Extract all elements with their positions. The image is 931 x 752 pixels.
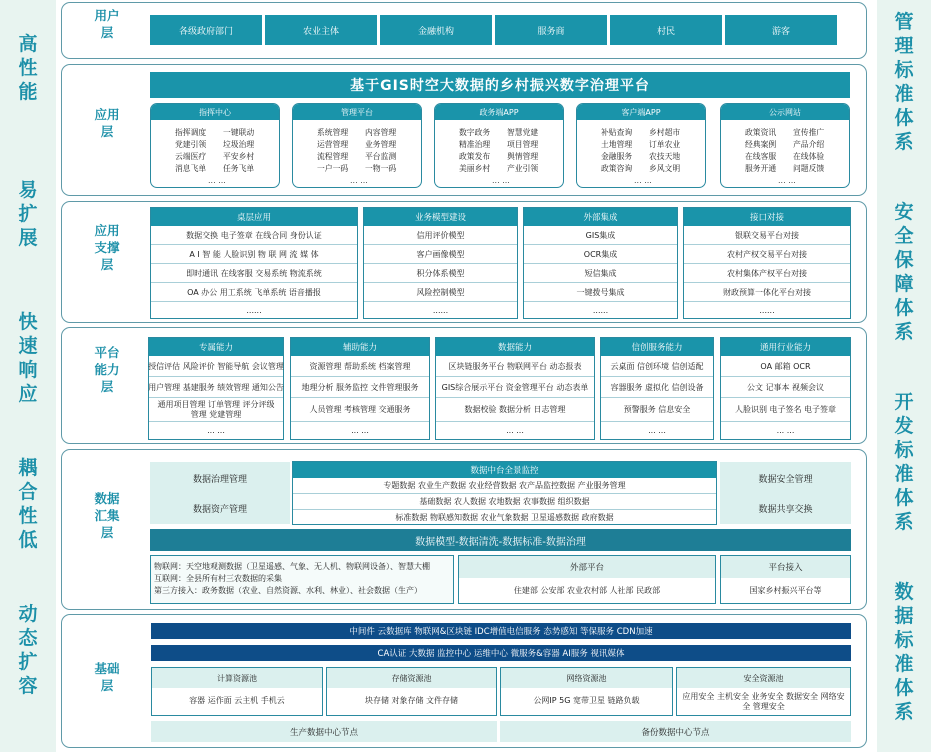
box-title: 数据能力 xyxy=(436,338,594,356)
box-row: 数据校验 数据分析 日志管理 xyxy=(436,398,594,422)
box-row: 农村产权交易平台对接 xyxy=(684,245,850,264)
pool-compute xyxy=(151,667,323,716)
box-row: 信用评价模型 xyxy=(364,226,517,245)
box-row: 通用项目管理 订单管理 评分评级管理 党建管理 xyxy=(149,398,283,422)
box-more: ...... xyxy=(246,305,262,315)
app-card-command xyxy=(150,103,280,188)
user-finance: 金融机构 xyxy=(380,15,492,45)
data-sources xyxy=(150,555,454,604)
box-row: 一键拨号集成 xyxy=(524,283,677,302)
more-ellipsis: ... ... xyxy=(634,176,652,185)
platform-access-title: 平台接入 xyxy=(721,556,850,578)
app-col: 政策资讯 经典案例 在线客服 服务开通 xyxy=(745,128,777,173)
support-external xyxy=(523,207,678,319)
more-ellipsis: ... ... xyxy=(208,176,226,185)
external-platform-body: 住建部 公安部 农业农村部 人社部 民政部 xyxy=(513,586,661,595)
box-more: ...... xyxy=(592,305,609,315)
user-layer-label: 用户层 xyxy=(94,8,120,40)
app-card-title: 政务端APP xyxy=(435,104,563,120)
app-col: 一键联动 垃圾治理 平安乡村 任务飞单 xyxy=(223,128,255,173)
external-platform xyxy=(458,555,716,604)
box-more: ... ... xyxy=(351,426,369,435)
cap-exclusive xyxy=(148,337,284,440)
app-col: 智慧党建 项目管理 舆情管理 产业引领 xyxy=(507,128,539,173)
box-row: 标准数据 物联感知数据 农业气象数据 卫星遥感数据 政府数据 xyxy=(395,513,614,522)
app-card-management xyxy=(292,103,422,188)
data-governance: 数据治理管理 xyxy=(150,462,290,494)
box-row: 资源管理 帮助系统 档案管理 xyxy=(291,356,429,377)
box-row: 财政预算一体化平台对接 xyxy=(684,283,850,302)
more-ellipsis: ... ... xyxy=(492,176,510,185)
cap-auxiliary xyxy=(290,337,430,440)
box-row: 短信集成 xyxy=(524,264,677,283)
box-row: A I 智 能 人脸识别 物 联 网 流 媒 体 xyxy=(151,245,357,264)
box-row: OA 办公 用工系统 飞单系统 语音播报 xyxy=(151,283,357,302)
box-row: OCR集成 xyxy=(524,245,677,264)
data-sharing: 数据共享交换 xyxy=(720,492,851,524)
app-card-title: 客户端APP xyxy=(577,104,705,120)
box-more: ... ... xyxy=(506,426,524,435)
feature-high-performance: 高性能 xyxy=(18,33,38,103)
source-third-party: 第三方接入：政务数据（农业、自然资源、水利、林业）、社会数据（生产） xyxy=(154,586,422,595)
base-layer-label: 基础层 xyxy=(94,661,120,693)
support-api xyxy=(683,207,851,319)
box-title: 专属能力 xyxy=(149,338,283,356)
box-title: 信创服务能力 xyxy=(601,338,713,356)
box-more: ... ... xyxy=(207,426,225,435)
box-row: 授信评估 风险评价 智能导航 会议管理 xyxy=(149,356,283,377)
left-feature-column xyxy=(0,0,56,752)
support-layer-label: 应用支撑层 xyxy=(94,223,120,272)
pool-title: 存储资源池 xyxy=(327,668,496,688)
app-card-public-site xyxy=(720,103,850,188)
app-col: 内容管理 业务管理 平台监测 一物一码 xyxy=(365,128,397,173)
box-row: GIS综合展示平台 资金管理平台 动态表单 xyxy=(436,377,594,398)
box-title: 通用行业能力 xyxy=(721,338,850,356)
standard-security: 安全保障体系 xyxy=(894,201,914,343)
box-more: ...... xyxy=(432,305,449,315)
box-more: ... ... xyxy=(648,426,666,435)
middleware-bar: 中间件 云数据库 物联网&区块链 IDC增值电信服务 态势感知 等保服务 CDN加速 xyxy=(151,623,851,639)
app-col: 系统管理 运营管理 流程管理 一户一码 xyxy=(317,128,349,173)
external-platform-title: 外部平台 xyxy=(459,556,715,578)
box-row: GIS集成 xyxy=(524,226,677,245)
box-row: 区块链服务平台 物联网平台 动态报表 xyxy=(436,356,594,377)
platform-title: 基于GIS时空大数据的乡村振兴数字治理平台 xyxy=(150,72,850,98)
app-card-gov-app xyxy=(434,103,564,188)
standard-management: 管理标准体系 xyxy=(894,11,914,153)
box-row: OA 邮箱 OCR xyxy=(721,356,850,377)
data-layer-label: 数据汇集层 xyxy=(94,491,120,540)
more-ellipsis: ... ... xyxy=(350,176,368,185)
box-row: 公文 记事本 视频会议 xyxy=(721,377,850,398)
pool-title: 安全资源池 xyxy=(677,668,850,688)
user-villager: 村民 xyxy=(610,15,722,45)
platform-layer-label: 平台能力层 xyxy=(94,345,120,394)
user-tourist: 游客 xyxy=(725,15,837,45)
support-desktop-apps xyxy=(150,207,358,319)
box-row: 积分体系模型 xyxy=(364,264,517,283)
box-row: 基础数据 农人数据 农地数据 农事数据 组织数据 xyxy=(293,494,716,510)
box-title: 业务模型建设 xyxy=(364,208,517,226)
data-security: 数据安全管理 xyxy=(720,462,851,494)
box-more: ... ... xyxy=(776,426,795,435)
app-layer-label: 应用层 xyxy=(94,107,120,139)
app-card-title: 管理平台 xyxy=(293,104,421,120)
box-row: 用户管理 基建服务 绩效管理 通知公告 xyxy=(149,377,283,398)
source-internet: 互联网：全县所有村三农数据的采集 xyxy=(154,574,282,583)
box-row: 银联交易平台对接 xyxy=(684,226,850,245)
user-government: 各级政府部门 xyxy=(150,15,262,45)
platform-access-body: 国家乡村振兴平台等 xyxy=(749,586,822,595)
app-card-title: 指挥中心 xyxy=(151,104,279,120)
app-col: 补贴查询 土地管理 金融服务 政策咨询 xyxy=(601,128,633,173)
app-col: 乡村超市 订单农业 农技天地 乡风文明 xyxy=(649,128,681,173)
user-provider: 服务商 xyxy=(495,15,607,45)
feature-fast-response: 快速响应 xyxy=(18,311,38,405)
pool-security xyxy=(676,667,851,716)
pool-body: 公网IP 5G 宽带卫星 链路负载 xyxy=(533,696,640,705)
box-row: 数据交换 电子签章 在线合同 身份认证 xyxy=(151,226,357,245)
ca-services-bar: CA认证 大数据 监控中心 运维中心 微服务&容器 AI服务 视讯媒体 xyxy=(151,645,851,661)
box-row: 即时通讯 在线客服 交易系统 物流系统 xyxy=(151,264,357,283)
prod-datacenter: 生产数据中心节点 xyxy=(151,721,497,742)
box-title: 桌层应用 xyxy=(151,208,357,226)
app-col: 指挥调度 党建引领 云端医疗 消息飞单 xyxy=(175,128,207,173)
box-row: 客户画像模型 xyxy=(364,245,517,264)
pool-body: 应用安全 主机安全 业务安全 数据安全 网络安全 管理安全 xyxy=(682,692,845,711)
box-row: 容器服务 虚拟化 信创设备 xyxy=(601,377,713,398)
data-pipeline: 数据模型-数据清洗-数据标准-数据治理 xyxy=(150,529,851,551)
box-row: 人脸识别 电子签名 电子签章 xyxy=(721,398,850,422)
standard-development: 开发标准体系 xyxy=(894,391,914,533)
box-title: 接口对接 xyxy=(684,208,850,226)
cap-industry xyxy=(720,337,851,440)
box-more: ...... xyxy=(759,305,775,315)
app-card-title: 公示网站 xyxy=(721,104,849,120)
box-row: 农村集体产权平台对接 xyxy=(684,264,850,283)
user-layer xyxy=(61,2,867,59)
cap-xinchuang xyxy=(600,337,714,440)
pool-title: 计算资源池 xyxy=(152,668,322,688)
user-agri-entity: 农业主体 xyxy=(265,15,377,45)
box-title: 外部集成 xyxy=(524,208,677,226)
standard-data: 数据标准体系 xyxy=(894,581,914,723)
pool-storage xyxy=(326,667,497,716)
pool-title: 网络资源池 xyxy=(501,668,672,688)
source-iot: 物联网：天空地观测数据（卫星遥感、气象、无人机、物联网设备）、智慧大棚 xyxy=(154,562,430,571)
backup-datacenter: 备份数据中心节点 xyxy=(500,721,851,742)
box-title: 数据中台全景监控 xyxy=(293,462,716,478)
box-row: 风险控制模型 xyxy=(364,283,517,302)
app-col: 宣传推广 产品介绍 在线体验 问题反馈 xyxy=(793,128,825,173)
platform-access xyxy=(720,555,851,604)
box-row: 云桌面 信创环境 信创适配 xyxy=(601,356,713,377)
box-title: 辅助能力 xyxy=(291,338,429,356)
box-row: 预警服务 信息安全 xyxy=(601,398,713,422)
more-ellipsis: ... ... xyxy=(778,176,796,185)
app-card-client-app xyxy=(576,103,706,188)
pool-body: 容器 运作面 云主机 手机云 xyxy=(189,696,285,705)
cap-data xyxy=(435,337,595,440)
support-biz-model xyxy=(363,207,518,319)
right-standards-column xyxy=(877,0,931,752)
feature-extensible: 易扩展 xyxy=(18,179,38,249)
box-row: 地理分析 服务监控 文件管理服务 xyxy=(291,377,429,398)
feature-dynamic-scaling: 动态扩容 xyxy=(18,603,38,697)
app-col: 数字政务 精准治理 政策发布 美丽乡村 xyxy=(459,128,491,173)
box-row: 专题数据 农业生产数据 农业经营数据 农产品监控数据 产业服务管理 xyxy=(293,478,716,494)
pool-body: 块存储 对象存储 文件存储 xyxy=(364,696,459,705)
pool-network xyxy=(500,667,673,716)
box-row: 人员管理 考核管理 交通服务 xyxy=(291,398,429,422)
feature-low-coupling: 耦合性低 xyxy=(18,457,38,551)
data-asset: 数据资产管理 xyxy=(150,492,290,524)
data-center-monitor xyxy=(292,461,717,525)
